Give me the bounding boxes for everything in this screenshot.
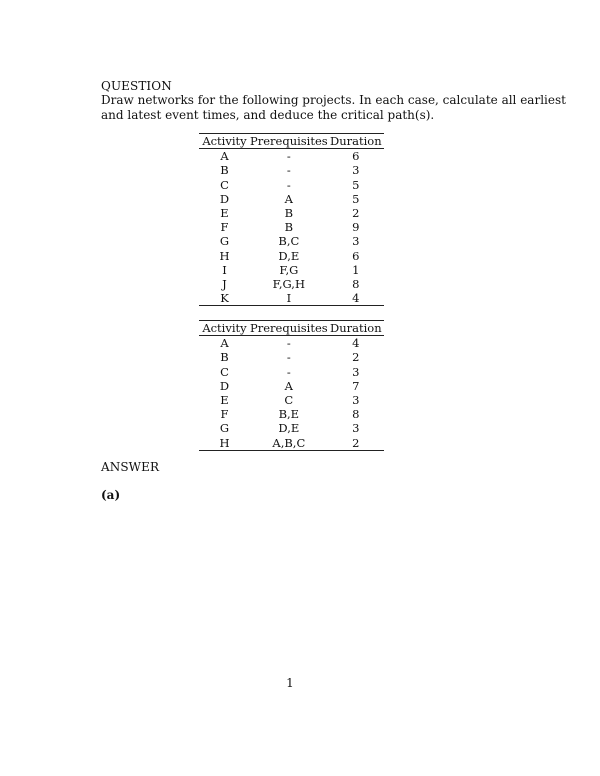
table-cell: 3 <box>352 393 360 408</box>
question-heading: QUESTION <box>101 79 172 93</box>
table-row <box>199 436 384 451</box>
table-cell: B,C <box>278 234 300 249</box>
table-cell: 3 <box>352 364 360 379</box>
table-cell: D <box>219 378 230 393</box>
column-header: Prerequisites <box>249 321 328 336</box>
table-row <box>199 192 384 206</box>
table-cell: 2 <box>352 435 360 450</box>
table-cell: E <box>220 393 229 408</box>
table-cell: B <box>220 163 229 178</box>
answer-heading: ANSWER <box>101 460 160 474</box>
table-cell: K <box>220 291 229 306</box>
table-cell: 3 <box>352 421 360 436</box>
table-cell: - <box>286 350 291 365</box>
table-row <box>199 350 384 364</box>
table-cell: 7 <box>352 378 360 393</box>
table-row <box>199 234 384 248</box>
table-row <box>199 336 384 351</box>
table-cell: A,B,C <box>272 435 306 450</box>
table-cell: A <box>284 378 293 393</box>
column-header: Activity <box>202 134 247 149</box>
question-text-line: Draw networks for the following projects. In each case, calculate all earliest <box>101 93 566 107</box>
table-cell: G <box>219 234 230 249</box>
table-cell: - <box>286 364 291 379</box>
table-cell: 3 <box>352 234 360 249</box>
table-row <box>199 291 384 306</box>
table-cell: F,G <box>279 262 299 277</box>
table-cell: 6 <box>352 248 360 263</box>
table-cell: I <box>222 262 227 277</box>
table-row <box>199 365 384 379</box>
table-row <box>199 206 384 220</box>
table-cell: H <box>219 248 230 263</box>
table-cell: D,E <box>278 248 300 263</box>
table-cell: 2 <box>352 350 360 365</box>
table-row <box>199 421 384 435</box>
table-cell: C <box>220 364 229 379</box>
table-cell: 6 <box>352 149 360 164</box>
table-row <box>199 407 384 421</box>
table-cell: 3 <box>352 163 360 178</box>
table-cell: H <box>219 435 230 450</box>
table-cell: - <box>286 177 291 192</box>
table-cell: D,E <box>278 421 300 436</box>
table-cell: J <box>222 276 227 291</box>
table-cell: 9 <box>352 220 360 235</box>
table-row <box>199 220 384 234</box>
table-cell: E <box>220 206 229 221</box>
table-cell: A <box>284 191 293 206</box>
activity-table-1 <box>199 133 384 306</box>
table-cell: F,G,H <box>272 276 305 291</box>
column-header: Activity <box>202 321 247 336</box>
table-row <box>199 379 384 393</box>
table-cell: A <box>220 336 229 351</box>
table-header-row <box>199 134 384 149</box>
table-cell: A <box>220 149 229 164</box>
table-row <box>199 178 384 192</box>
table-cell: B <box>284 220 294 235</box>
table-cell: B <box>220 350 229 365</box>
activity-table-2 <box>199 320 384 451</box>
table-row <box>199 249 384 263</box>
table-cell: 5 <box>352 177 360 192</box>
table-cell: 4 <box>352 336 360 351</box>
table-row <box>199 277 384 291</box>
table-cell: 8 <box>352 276 360 291</box>
table-cell: 1 <box>352 262 360 277</box>
question-text <box>101 93 566 123</box>
table-cell: - <box>286 149 291 164</box>
table-cell: B <box>284 206 294 221</box>
table-row <box>199 393 384 407</box>
answer-part-label: (a) <box>101 488 121 502</box>
table-cell: 2 <box>352 206 360 221</box>
column-header: Prerequisites <box>249 134 328 149</box>
table-cell: 5 <box>352 191 360 206</box>
table-row <box>199 163 384 177</box>
table-cell: I <box>286 291 292 306</box>
column-header: Duration <box>330 321 382 336</box>
column-header: Duration <box>330 134 382 149</box>
question-text-line: and latest event times, and deduce the critical path(s). <box>101 108 435 122</box>
table-row <box>199 149 384 164</box>
table-header-row <box>199 321 384 336</box>
table-cell: 4 <box>352 291 360 306</box>
table-cell: - <box>286 163 291 178</box>
page-number: 1 <box>286 676 294 690</box>
table-cell: B,E <box>278 407 300 422</box>
table-cell: 8 <box>352 407 360 422</box>
table-cell: G <box>219 421 230 436</box>
table-cell: - <box>286 336 291 351</box>
table-cell: F <box>220 220 229 235</box>
table-cell: C <box>284 393 294 408</box>
table-row <box>199 263 384 277</box>
table-cell: D <box>219 191 230 206</box>
table-cell: C <box>220 177 229 192</box>
table-cell: F <box>220 407 229 422</box>
